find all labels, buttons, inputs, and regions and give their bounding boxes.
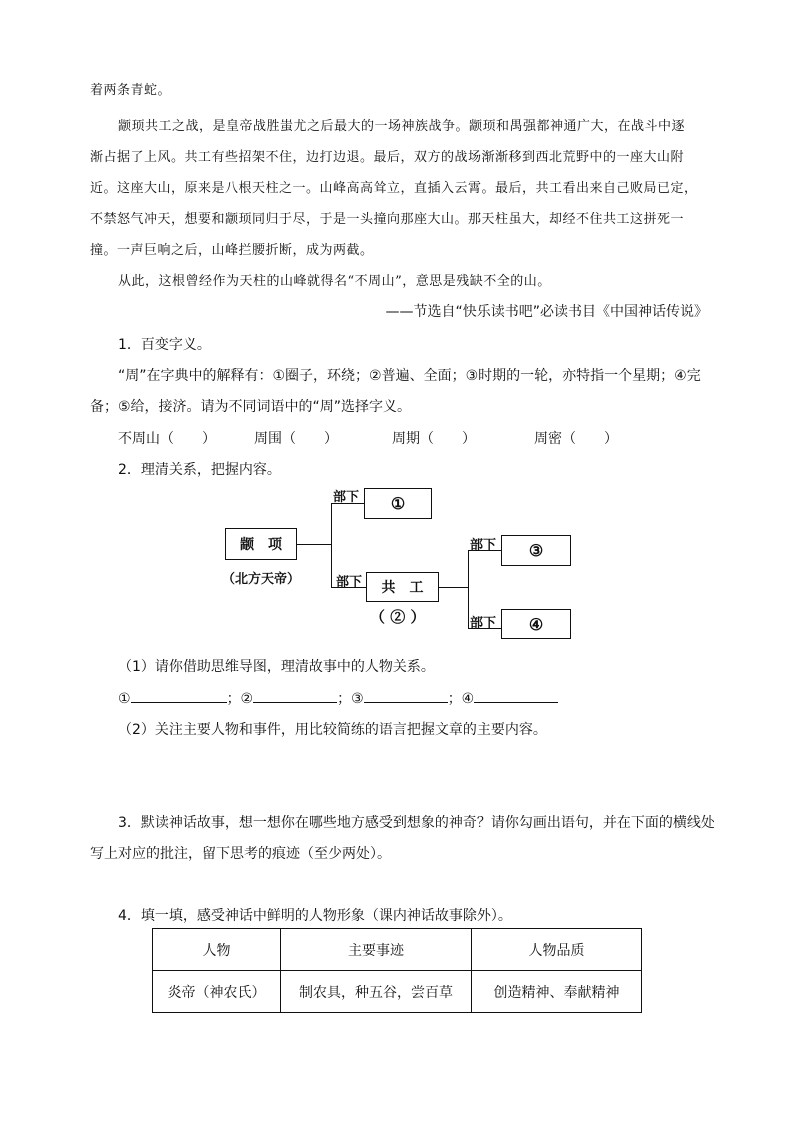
q2-sub1: （1）请你借助思维导图，理清故事中的人物关系。: [118, 659, 435, 675]
q1-definition-line-2: 备；⑤给，接济。请为不同词语中的“周”选择字义。: [90, 399, 412, 415]
node-zhuanxu: 颛 项: [225, 528, 297, 560]
node-gonggong: 共 工: [366, 572, 439, 602]
connector: [468, 550, 469, 629]
answer-label-3: ；③: [337, 691, 364, 707]
label-subordinate: 部下: [470, 616, 497, 631]
connector: [439, 587, 469, 588]
answer-blank-1[interactable]: [131, 688, 227, 703]
answer-label-4: ；④: [447, 691, 475, 707]
connector: [297, 544, 332, 545]
passage-line-7: 从此，这根曾经作为天柱的山峰就得名“不周山”，意思是残缺不全的山。: [118, 274, 551, 289]
q4-title: 4．填一填，感受神话中鲜明的人物形象（课内神话故事除外）。: [118, 908, 512, 924]
table-row: [153, 971, 642, 1013]
header-deeds: 主要事迹: [281, 929, 472, 971]
q1-word-buzhoushan[interactable]: 不周山（ ）: [118, 431, 216, 447]
passage-line-4: 近。这座大山，原来是八根天柱之一。山峰高高耸立，直插入云霄。最后，共工看出来自己败局已定，: [90, 181, 698, 196]
table-header-row: [153, 929, 642, 971]
passage-source: ——节选自“快乐读书吧”必读书目《中国神话传说》: [385, 304, 708, 320]
q2-answer-row: [118, 688, 558, 708]
header-character: 人物: [153, 929, 281, 971]
cell-deeds: 制农具，种五谷，尝百草: [281, 971, 472, 1013]
q1-title: 1．百变字义。: [118, 337, 211, 353]
cell-qualities: 创造精神、奉献精神: [472, 971, 642, 1013]
q1-definition-line-1: “周”在字典中的解释有：①圈子，环绕；②普遍、全面；③时期的一轮，亦特指一个星期；④完: [118, 368, 701, 384]
answer-blank-2[interactable]: [253, 688, 337, 703]
answer-label-2: ；②: [226, 691, 254, 707]
node-3[interactable]: ③: [501, 535, 571, 566]
passage-line-1: 着两条青蛇。: [90, 83, 172, 98]
character-table: [152, 928, 642, 1013]
node-4[interactable]: ④: [501, 609, 571, 639]
passage-line-5: 不禁怒气冲天，想要和颛顼同归于尽，于是一头撞向那座大山。那天柱虽大，却经不住共工这拼死一: [90, 212, 685, 227]
q1-word-zhoumi[interactable]: 周密（ ）: [534, 431, 618, 447]
q3-line-2: 写上对应的批注，留下思考的痕迹（至少两处）。: [90, 846, 391, 862]
cell-character: 炎帝（神农氏）: [153, 971, 281, 1013]
answer-blank-3[interactable]: [364, 688, 448, 703]
passage-line-2: 颛顼共工之战，是皇帝战胜蚩尤之后最大的一场神族战争。颛顼和禺强都神通广大，在战斗中逐: [118, 119, 686, 134]
label-subordinate: 部下: [336, 575, 363, 590]
node-zhuanxu-subtitle: （北方天帝）: [222, 572, 301, 587]
node-1[interactable]: ①: [364, 488, 432, 519]
passage-line-6: 撞。一声巨响之后，山峰拦腰折断，成为两截。: [90, 243, 374, 258]
label-subordinate: 部下: [333, 490, 360, 505]
q1-word-zhouwei[interactable]: 周围（ ）: [254, 431, 338, 447]
node-2[interactable]: （ ② ）: [370, 608, 426, 626]
label-subordinate: 部下: [470, 538, 497, 553]
answer-label-1: ①: [118, 691, 131, 707]
q2-sub2: （2）关注主要人物和事件，用比较简练的语言把握文章的主要内容。: [118, 722, 547, 738]
q1-word-zhouqi[interactable]: 周期（ ）: [392, 431, 476, 447]
q2-title: 2．理清关系，把握内容。: [118, 462, 281, 478]
passage-line-3: 渐占据了上风。共工有些招架不住，边打边退。最后，双方的战场渐渐移到西北荒野中的一座大山附: [90, 150, 685, 165]
answer-blank-4[interactable]: [474, 688, 558, 703]
connector: [331, 503, 332, 588]
header-qualities: 人物品质: [472, 929, 642, 971]
q3-line-1: 3．默读神话故事，想一想你在哪些地方感受到想象的神奇？请你勾画出语句，并在下面的横线处: [118, 815, 715, 831]
